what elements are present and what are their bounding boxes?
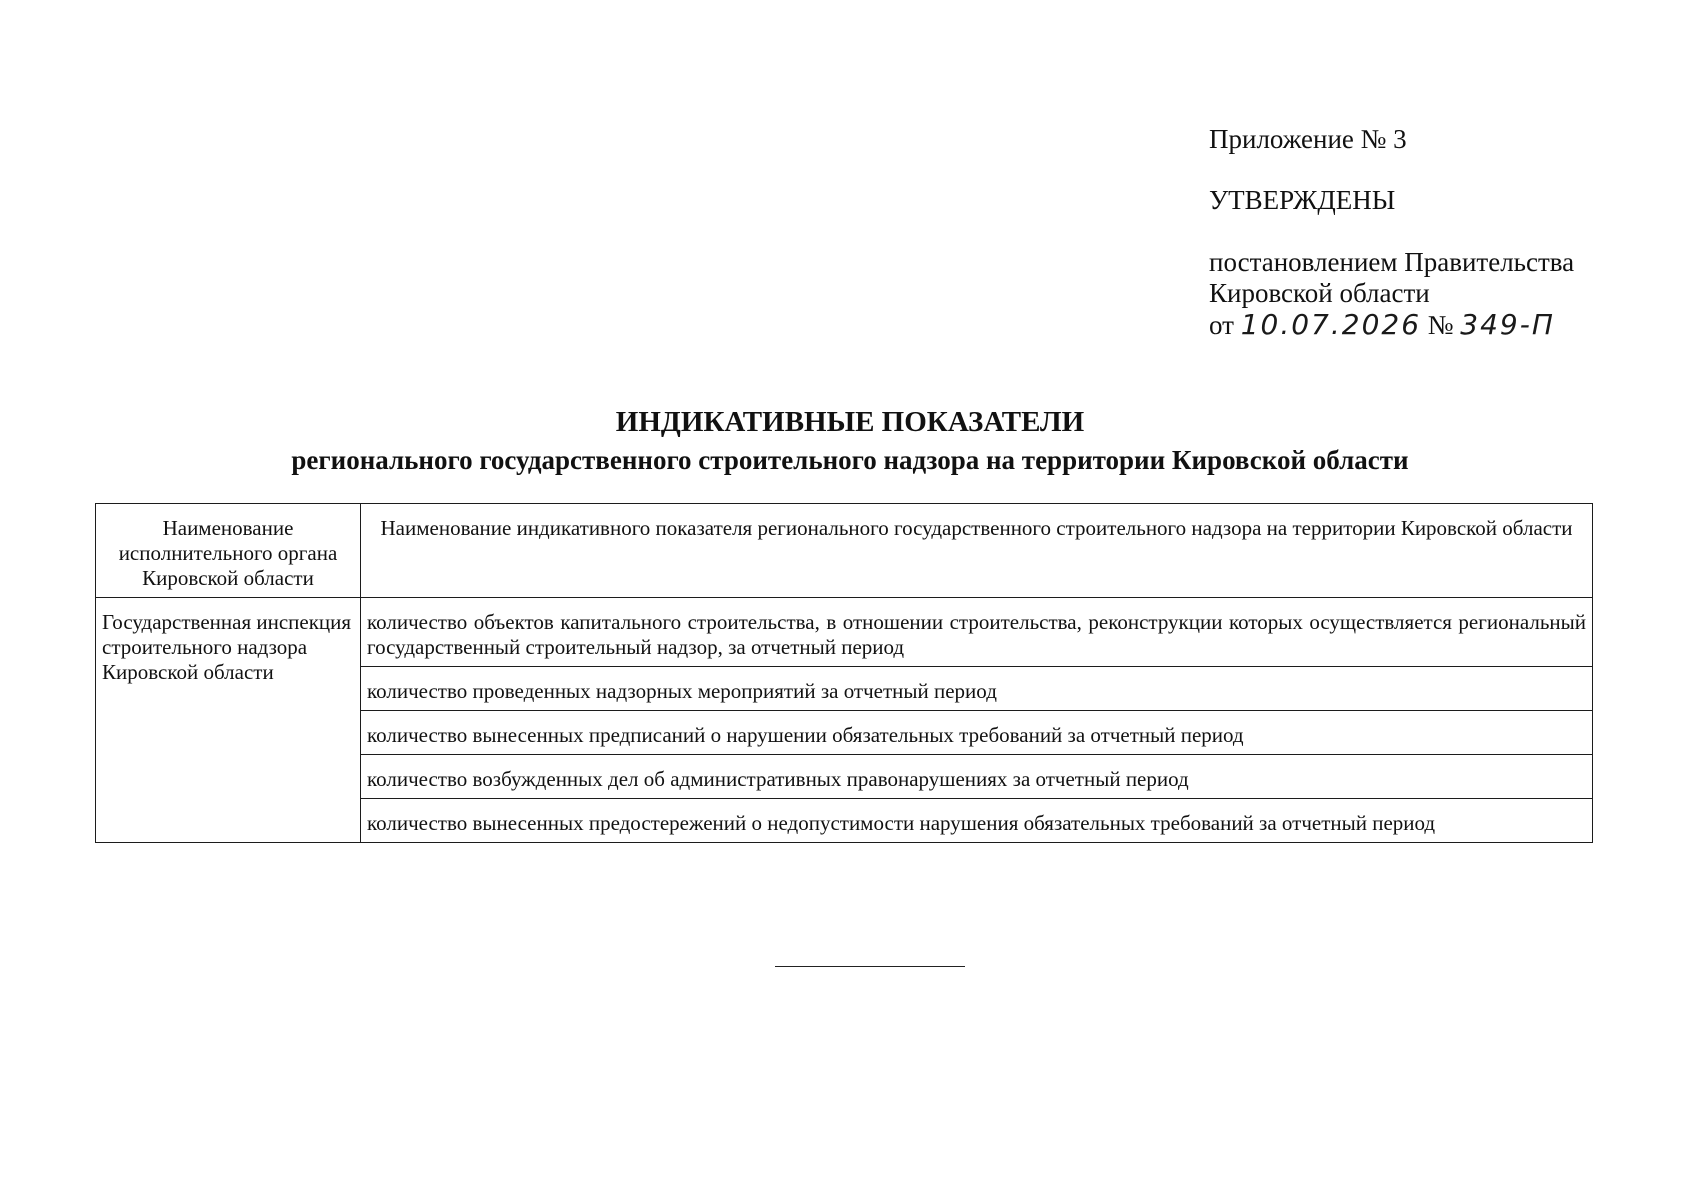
approval-stamp-text: УТВЕРЖДЕНЫ xyxy=(1209,185,1396,215)
indicators-table xyxy=(95,503,1593,843)
table-header-row xyxy=(96,504,1593,598)
number-prefix: № xyxy=(1427,310,1454,340)
header-indicator: Наименование индикативного показателя регионального государственного строительного надзора на территории Кировской области xyxy=(361,504,1593,598)
indicator-cell: количество вынесенных предписаний о нарушении обязательных требований за отчетный период xyxy=(361,711,1593,755)
appendix-number: Приложение № 3 xyxy=(1209,124,1407,154)
indicator-cell: количество объектов капитального строительства, в отношении строительства, реконструкции которых осуществляется региональный государственный строительный надзор, за отчетный период xyxy=(361,598,1593,667)
organ-name-cell: Государственная инспекция строительного надзора Кировской области xyxy=(96,598,361,843)
indicator-cell: количество возбужденных дел об административных правонарушениях за отчетный период xyxy=(361,755,1593,799)
document-title: ИНДИКАТИВНЫЕ ПОКАЗАТЕЛИ xyxy=(615,406,1085,438)
handwritten-date: 10.07.2026 xyxy=(1240,308,1422,341)
handwritten-number: 349-П xyxy=(1460,308,1555,341)
header-organ: Наименование исполнительного органа Кировской области xyxy=(96,504,361,598)
date-prefix: от xyxy=(1209,310,1234,340)
indicator-cell: количество вынесенных предостережений о недопустимости нарушения обязательных требований за отчетный период xyxy=(361,799,1593,843)
appendix-block xyxy=(1209,124,1669,341)
indicator-cell: количество проведенных надзорных мероприятий за отчетный период xyxy=(361,667,1593,711)
decree-date-line xyxy=(1209,309,1669,341)
decree-line-1: постановлением Правительства xyxy=(1209,247,1575,277)
table-row xyxy=(96,598,1593,667)
end-divider-line xyxy=(775,966,965,967)
decree-line-2: Кировской области xyxy=(1209,278,1430,308)
document-subtitle: регионального государственного строительного надзора на территории Кировской области xyxy=(291,445,1409,475)
